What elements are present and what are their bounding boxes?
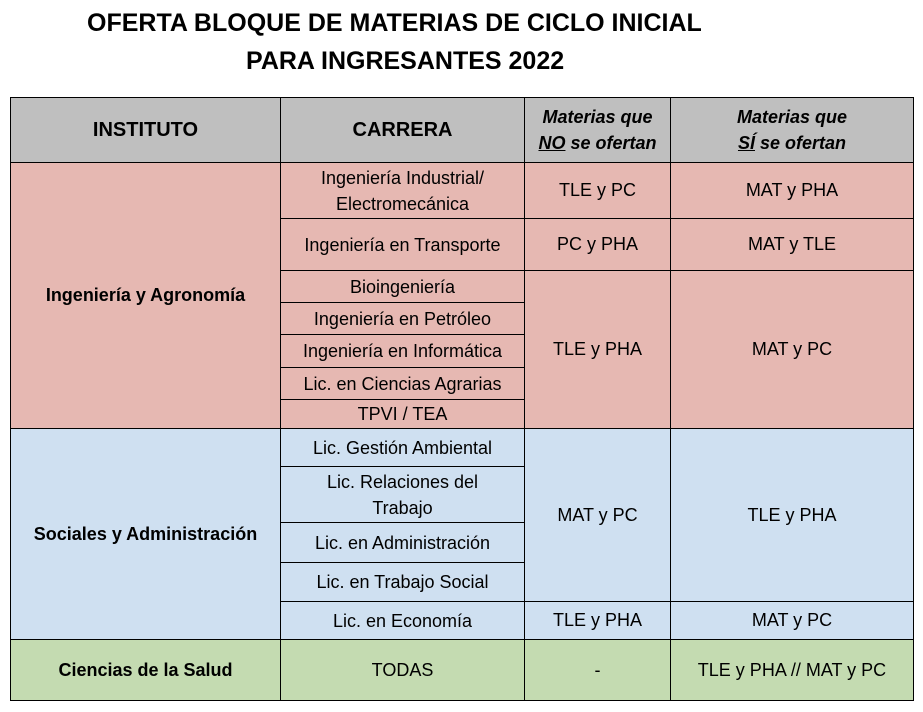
header-no-underlined: NO — [538, 133, 566, 153]
header-si-pre: Materias que — [736, 107, 848, 127]
header-no-ofertan — [525, 98, 671, 163]
title-line-2: PARA INGRESANTES 2022 — [246, 47, 565, 75]
carrera-cell: TODAS — [281, 640, 525, 701]
carrera-cell: Bioingeniería — [281, 271, 525, 303]
page-title — [0, 4, 923, 80]
carrera-cell: Ingeniería en Informática — [281, 335, 525, 368]
instituto-cell: Sociales y Administración — [11, 429, 281, 640]
carrera-cell: Ingeniería en Petróleo — [281, 303, 525, 335]
header-si-ofertan — [671, 98, 914, 163]
si-ofertan-cell: MAT y PC — [671, 271, 914, 429]
carrera-cell: Ingeniería Industrial/ Electromecánica — [281, 163, 525, 219]
si-ofertan-cell: TLE y PHA — [671, 429, 914, 602]
carrera-cell: Lic. en Economía — [281, 602, 525, 640]
table-row — [11, 163, 914, 219]
carrera-cell: TPVI / TEA — [281, 400, 525, 429]
instituto-cell: Ciencias de la Salud — [11, 640, 281, 701]
header-no-post: se ofertan — [570, 133, 657, 153]
header-row — [11, 98, 914, 163]
header-instituto: INSTITUTO — [11, 98, 281, 163]
offer-table — [10, 97, 914, 701]
no-ofertan-cell: PC y PHA — [525, 219, 671, 271]
header-carrera: CARRERA — [281, 98, 525, 163]
carrera-cell: Lic. en Trabajo Social — [281, 563, 525, 602]
no-ofertan-cell: TLE y PC — [525, 163, 671, 219]
si-ofertan-cell: MAT y PC — [671, 602, 914, 640]
table-row — [11, 640, 914, 701]
si-ofertan-cell: TLE y PHA // MAT y PC — [671, 640, 914, 701]
no-ofertan-cell: MAT y PC — [525, 429, 671, 602]
no-ofertan-cell: TLE y PHA — [525, 602, 671, 640]
carrera-cell: Lic. en Administración — [281, 523, 525, 563]
carrera-cell: Lic. Relaciones del Trabajo — [281, 467, 525, 523]
table-row — [11, 429, 914, 467]
header-si-post: se ofertan — [760, 133, 847, 153]
no-ofertan-cell: TLE y PHA — [525, 271, 671, 429]
si-ofertan-cell: MAT y PHA — [671, 163, 914, 219]
instituto-cell: Ingeniería y Agronomía — [11, 163, 281, 429]
header-si-underlined: SÍ — [737, 133, 755, 153]
carrera-cell: Lic. en Ciencias Agrarias — [281, 368, 525, 400]
no-ofertan-cell: - — [525, 640, 671, 701]
title-line-1: OFERTA BLOQUE DE MATERIAS DE CICLO INICIAL — [87, 9, 702, 37]
carrera-cell: Ingeniería en Transporte — [281, 219, 525, 271]
carrera-cell: Lic. Gestión Ambiental — [281, 429, 525, 467]
header-no-pre: Materias que — [542, 107, 653, 127]
si-ofertan-cell: MAT y TLE — [671, 219, 914, 271]
